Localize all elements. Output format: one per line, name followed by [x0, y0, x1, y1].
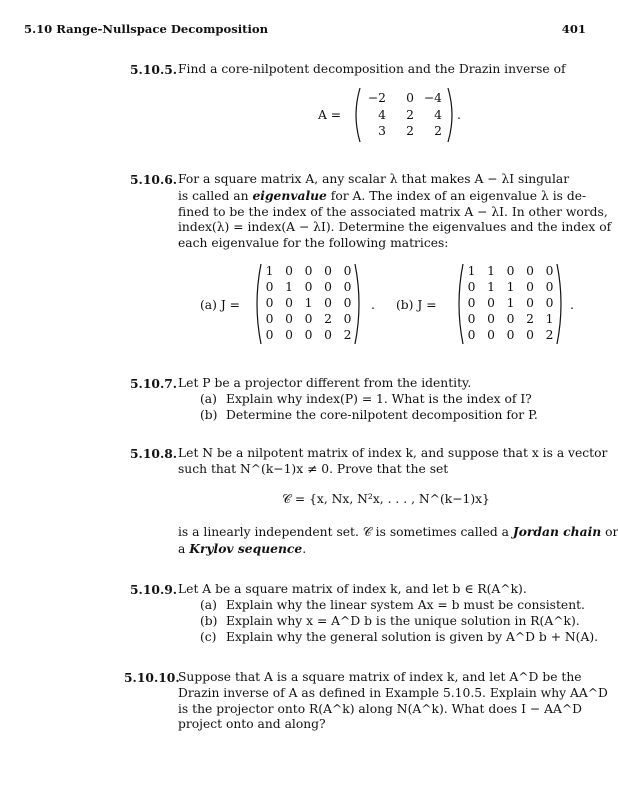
exercise-number: 5.10.5.: [130, 62, 178, 77]
page-header: [24, 22, 586, 38]
matrix-cell: 1: [304, 296, 313, 310]
matrix-cell: 2: [406, 124, 414, 138]
matrix-cell: 0: [265, 280, 274, 294]
matrix-cell: 0: [487, 312, 495, 326]
term-jordan-chain: Jordan chain: [512, 524, 602, 539]
matrix-cell: 0: [526, 328, 534, 342]
matrix-cell: 1: [467, 264, 476, 278]
text: or: [601, 525, 618, 539]
exercise-number: 5.10.8.: [130, 446, 178, 461]
matrix-cell: 1: [487, 280, 495, 294]
matrix-label-a: (a) J =: [200, 298, 240, 312]
matrix-cell: 0: [324, 280, 332, 294]
set-definition: 𝒞 = {x, Nx, N²x, . . . , N^(k−1)x}: [282, 492, 490, 506]
matrix-cell: 0: [467, 312, 476, 326]
matrix-J-a: [252, 262, 364, 346]
matrix-cell: 0: [467, 280, 476, 294]
matrix-cell: 4: [434, 107, 442, 122]
exercise-number: 5.10.6.: [130, 172, 178, 187]
subpart-text: Determine the core-nilpotent decomposition for P.: [226, 408, 538, 422]
matrix-cell: 0: [343, 296, 352, 310]
period: .: [371, 298, 375, 312]
text: for A. The index of an eigenvalue λ is de-: [326, 188, 587, 203]
exercise-number: 5.10.10.: [124, 670, 180, 685]
matrix-cell: 0: [467, 328, 476, 342]
subpart-text: Explain why the general solution is given by A^D b + N(A).: [226, 630, 599, 644]
matrix-cell: 0: [487, 296, 495, 310]
term-krylov-sequence: Krylov sequence: [189, 540, 303, 556]
matrix-cell: 2: [526, 312, 534, 326]
text-line: is the projector onto R(A^k) along N(A^k). What does I − AA^D: [178, 701, 583, 716]
matrix-cell: 3: [378, 124, 386, 138]
text: .: [302, 541, 307, 556]
subpart-text: Explain why the linear system Ax = b must be consistent.: [226, 598, 585, 612]
exercise-text: Find a core-nilpotent decomposition and the Drazin inverse of: [178, 62, 566, 76]
text: is a linearly independent set. 𝒞 is sometimes called a: [178, 525, 513, 539]
subpart-tag: (c): [200, 630, 217, 644]
matrix-cell: 0: [487, 328, 495, 342]
period: .: [457, 108, 461, 122]
matrix-J-b: [454, 262, 566, 346]
matrix-cell: 1: [265, 264, 274, 278]
exercise-number: 5.10.9.: [130, 582, 178, 597]
text-line: For a square matrix A, any scalar λ that makes A − λI singular: [178, 172, 570, 186]
matrix-label-b: (b) J =: [396, 298, 437, 312]
matrix-cell: 2: [324, 312, 332, 326]
matrix-cell: 0: [506, 264, 515, 278]
text: is called an: [178, 188, 253, 203]
matrix-cell: 0: [324, 264, 332, 278]
text-line: [178, 541, 588, 558]
matrix-cell: 2: [406, 107, 414, 122]
matrix-cell: 0: [304, 312, 313, 326]
matrix-cell: 0: [526, 264, 534, 278]
exercise-text: [178, 670, 608, 733]
text: a: [178, 541, 190, 556]
matrix-cell: 0: [526, 280, 534, 294]
subpart-b: [200, 408, 538, 424]
matrix-cell: 0: [265, 296, 274, 310]
text-line: Drazin inverse of A as defined in Example 5.10.5. Explain why AA^D: [178, 685, 608, 700]
subpart-b: [200, 614, 580, 630]
page-number: 401: [561, 22, 586, 36]
matrix-cell: 0: [526, 296, 534, 310]
text-line: index(λ) = index(A − λI). Determine the eigenvalues and the index of: [178, 220, 612, 235]
matrix-cell: −2: [367, 91, 386, 105]
subpart-tag: (b): [200, 408, 218, 422]
text-line: such that N^(k−1)x ≠ 0. Prove that the set: [178, 461, 449, 476]
matrix-cell: 2: [545, 328, 554, 342]
matrix-cell: 0: [304, 328, 313, 342]
subpart-tag: (b): [200, 614, 218, 628]
text-line: project onto and along?: [178, 717, 326, 732]
matrix-cell: 4: [378, 107, 386, 122]
subpart-text: Explain why x = A^D b is the unique solution in R(A^k).: [226, 614, 580, 628]
term-eigenvalue: eigenvalue: [252, 187, 327, 203]
matrix-cell: 0: [285, 264, 293, 278]
exercise-text: Let A be a square matrix of index k, and let b ∈ R(A^k).: [178, 582, 527, 596]
exercise-text: [178, 446, 608, 478]
matrix-cell: 1: [545, 312, 554, 326]
matrix-cell: 0: [406, 91, 414, 105]
matrix-cell: 0: [545, 264, 554, 278]
subpart-a: [200, 392, 532, 408]
matrix-cell: 2: [434, 124, 442, 138]
matrix-cell: 1: [506, 296, 515, 310]
matrix-label: A =: [318, 108, 342, 122]
period: .: [570, 298, 574, 312]
exercise-text: [178, 172, 612, 252]
matrix-cell: 0: [285, 328, 293, 342]
matrix-cell: 1: [487, 264, 495, 278]
text-line: [178, 524, 618, 541]
subpart-text: Explain why index(P) = 1. What is the index of I?: [226, 392, 532, 406]
matrix-cell: 0: [265, 328, 274, 342]
matrix-cell: 0: [285, 312, 293, 326]
text-line: Suppose that A is a square matrix of index k, and let A^D be the: [178, 670, 582, 684]
matrix-cell: 1: [285, 280, 293, 294]
subpart-tag: (a): [200, 392, 217, 406]
matrix-cell: 0: [324, 328, 332, 342]
subpart-c: [200, 630, 598, 646]
subpart-a: [200, 598, 585, 614]
matrix-cell: −4: [423, 91, 442, 105]
text-line: each eigenvalue for the following matrices:: [178, 236, 449, 251]
exercise-number: 5.10.7.: [130, 376, 178, 391]
section-title: 5.10 Range-Nullspace Decomposition: [24, 22, 269, 36]
matrix-cell: 0: [304, 280, 313, 294]
exercise-text: [178, 524, 618, 558]
matrix-cell: 0: [304, 264, 313, 278]
matrix-cell: 0: [343, 280, 352, 294]
matrix-cell: 0: [324, 296, 332, 310]
matrix-cell: 0: [545, 280, 554, 294]
text-line: fined to be the index of the associated matrix A − λI. In other words,: [178, 204, 608, 219]
text-line: Let N be a nilpotent matrix of index k, and suppose that x is a vector: [178, 446, 608, 460]
subpart-tag: (a): [200, 598, 217, 612]
matrix-A: [350, 86, 460, 144]
text-line: [178, 188, 588, 205]
matrix-cell: 0: [467, 296, 476, 310]
exercise-text: Let P be a projector different from the identity.: [178, 376, 472, 390]
matrix-cell: 1: [506, 280, 515, 294]
matrix-cell: 0: [343, 312, 352, 326]
matrix-cell: 0: [343, 264, 352, 278]
matrix-cell: 0: [265, 312, 274, 326]
matrix-cell: 0: [506, 328, 515, 342]
matrix-cell: 0: [506, 312, 515, 326]
matrix-cell: 2: [343, 328, 352, 342]
matrix-cell: 0: [545, 296, 554, 310]
matrix-cell: 0: [285, 296, 293, 310]
